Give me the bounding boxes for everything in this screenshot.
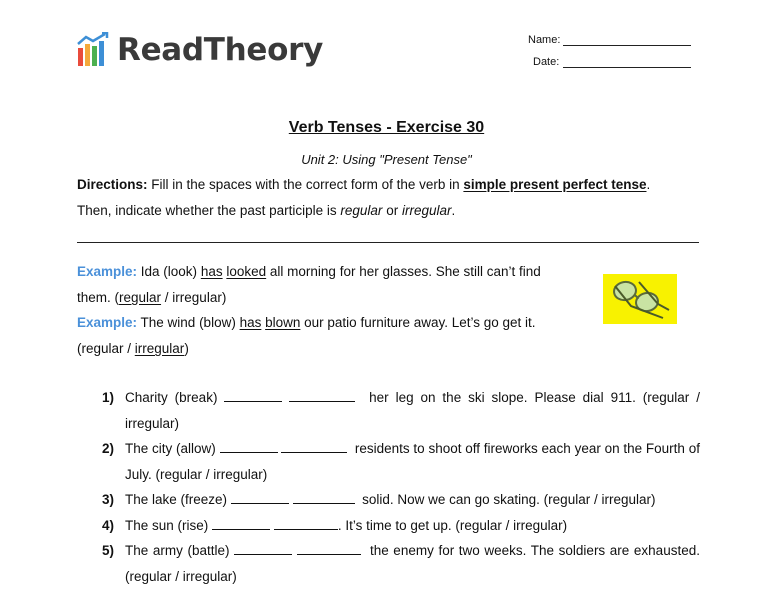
directions: Directions: Fill in the spaces with the correct form of the verb in simple present perfect tense. Then, indicate whether the past participle is regular or irregular. (77, 177, 651, 218)
name-label: Name: (528, 34, 561, 46)
directions-label: Directions: (77, 177, 148, 192)
answer-blank[interactable] (293, 490, 355, 504)
item-text: The lake (freeze) solid. Now we can go skating. (regular / irregular) (125, 492, 656, 507)
bar-chart-logo-icon (77, 32, 109, 68)
list-item (92, 487, 700, 513)
item-number: 1) (102, 390, 115, 405)
answer-blank[interactable] (281, 439, 347, 453)
answer-blank[interactable] (234, 541, 292, 555)
answer-blank[interactable] (231, 490, 289, 504)
answer-blank[interactable] (220, 439, 278, 453)
brand-name: ReadTheory (117, 32, 324, 68)
list-item (92, 385, 700, 436)
item-number: 3) (102, 492, 115, 507)
list-item (92, 513, 700, 539)
item-text: Charity (break) her leg on the ski slope. Please dial 911. (regular / irregular) (125, 390, 700, 431)
brand-logo (77, 30, 323, 70)
item-number: 2) (102, 441, 115, 456)
glasses-image (603, 274, 677, 324)
answer-blank[interactable] (224, 388, 282, 402)
name-field[interactable] (528, 34, 691, 46)
tense-emphasis: simple present perfect tense (463, 177, 647, 192)
page-subtitle: Unit 2: Using "Present Tense" (301, 152, 472, 167)
example-label: Example: (77, 315, 138, 330)
item-text: The army (battle) the enemy for two weeks. The soldiers are exhausted. (regular / irregular) (125, 543, 700, 584)
list-item (92, 436, 700, 487)
date-label: Date: (533, 56, 560, 68)
example-2: Example: The wind (blow) has blown our patio furniture away. Let’s go get it. (regular / irregular) (77, 315, 536, 356)
example-label: Example: (77, 264, 138, 279)
glasses-icon (603, 274, 677, 324)
item-text: The city (allow) residents to shoot off fireworks each year on the Fourth of July. (regular / irregular) (125, 441, 700, 482)
item-text: The sun (rise) . It’s time to get up. (regular / irregular) (125, 517, 568, 533)
name-line[interactable] (563, 34, 691, 46)
item-number: 4) (102, 517, 115, 533)
answer-blank[interactable] (297, 541, 361, 555)
date-line[interactable] (563, 56, 691, 68)
answer-blank[interactable] (289, 388, 355, 402)
list-item (92, 538, 700, 589)
answer-blank[interactable] (274, 516, 338, 530)
example-1: Example: Ida (look) has looked all morning for her glasses. She still can’t find them. (regular / irregular) (77, 264, 541, 305)
divider (77, 242, 699, 243)
answer-blank[interactable] (212, 516, 270, 530)
item-number: 5) (102, 543, 115, 558)
exercise-list (92, 385, 700, 589)
date-field[interactable] (533, 56, 691, 68)
page-title: Verb Tenses - Exercise 30 (288, 119, 485, 136)
